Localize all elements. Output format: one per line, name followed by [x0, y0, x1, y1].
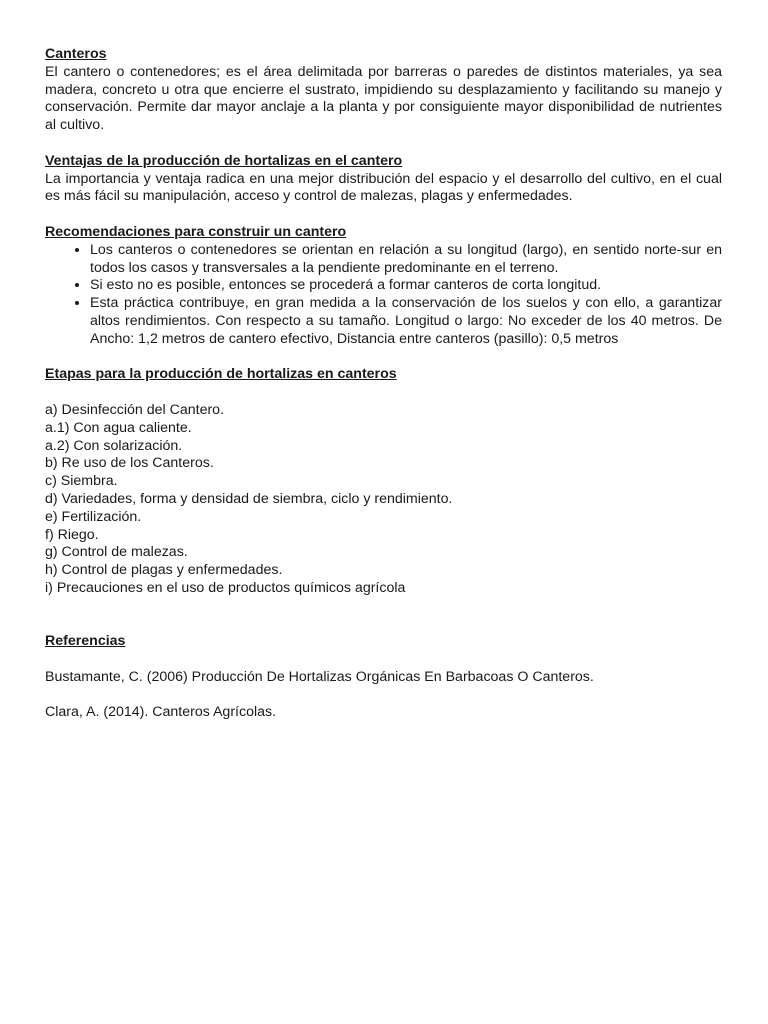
- heading-etapas: Etapas para la producción de hortalizas en canteros: [45, 366, 397, 383]
- heading-ventajas: Ventajas de la producción de hortalizas en el cantero: [45, 152, 403, 169]
- list-item: i) Precauciones en el uso de productos químicos agrícola: [45, 579, 406, 596]
- heading-canteros: Canteros: [45, 46, 107, 62]
- list-item: c) Siembra.: [45, 473, 118, 490]
- spacer: [45, 651, 722, 669]
- heading-referencias: Referencias: [45, 633, 126, 650]
- list-item: • Los canteros o contenedores se orientan en relación a su longitud (largo), en sentido norte-sur en todos los casos y transversales a la pendiente predominante en el terreno.: [90, 242, 722, 278]
- list-item: a.1) Con agua caliente.: [45, 419, 192, 436]
- section-etapas: [45, 366, 722, 597]
- recommendations-list: [45, 242, 722, 349]
- section-ventajas: [45, 153, 722, 206]
- list-item: g) Control de malezas.: [45, 544, 188, 561]
- list-item: e) Fertilización.: [45, 508, 142, 525]
- section-referencias: [45, 633, 722, 722]
- list-item: d) Variedades, forma y densidad de siembra, ciclo y rendimiento.: [45, 490, 453, 507]
- reference-item: Clara, A. (2014). Canteros Agrícolas.: [45, 704, 277, 721]
- heading-recomendaciones: Recomendaciones para construir un cantero: [45, 223, 347, 240]
- reference-item: Bustamante, C. (2006) Producción De Hortalizas Orgánicas En Barbacoas O Canteros.: [45, 668, 594, 685]
- spacer: [45, 687, 722, 705]
- list-item: • Si esto no es posible, entonces se procederá a formar canteros de corta longitud.: [90, 277, 722, 295]
- list-item: b) Re uso de los Canteros.: [45, 455, 214, 472]
- list-item: • Esta práctica contribuye, en gran medida a la conservación de los suelos y con ello, a garantizar altos rendimientos. Con respecto a su tamaño. Longitud o largo: No exceder de los 40 metros. De Ancho: 1,2 metros de cantero efectivo, Distancia entre canteros (pasillo): 0,5 metros: [90, 295, 722, 348]
- section-recomendaciones: [45, 224, 722, 349]
- spacer: [45, 616, 722, 634]
- paragraph-canteros: El cantero o contenedores; es el área delimitada por barreras o paredes de distintos materiales, ya sea madera, concreto u otra que encierre el sustrato, impidiendo su desplazamiento y facilitando su manejo y conservación. Permite dar mayor anclaje a la planta y por consiguiente mayor disponibilidad de nutrientes al cultivo.: [45, 63, 722, 134]
- list-item: a) Desinfección del Cantero.: [45, 401, 225, 418]
- spacer: [45, 384, 722, 402]
- list-item: h) Control de plagas y enfermedades.: [45, 562, 283, 579]
- list-item: f) Riego.: [45, 526, 99, 543]
- list-item: a.2) Con solarización.: [45, 437, 183, 454]
- paragraph-ventajas: La importancia y ventaja radica en una mejor distribución del espacio y el desarrollo del cultivo, en el cual es más fácil su manipulación, acceso y control de malezas, plagas y enfermedades.: [45, 170, 722, 205]
- section-canteros: [45, 46, 722, 135]
